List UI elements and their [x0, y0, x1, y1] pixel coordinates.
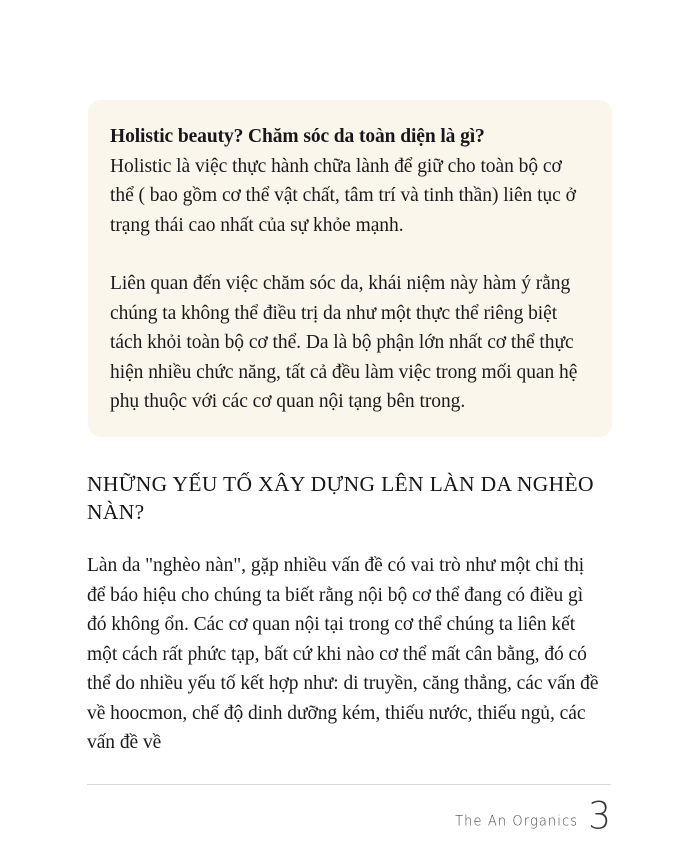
page-footer: [87, 788, 611, 838]
section-heading: NHỮNG YẾU TỐ XÂY DỰNG LÊN LÀN DA NGHÈO NÀN?: [87, 472, 594, 524]
footer-brand-label: The An Organics: [455, 813, 579, 831]
section-body-text: Làn da "nghèo nàn", gặp nhiều vấn đề có vai trò như một chỉ thị để báo hiệu cho chúng ta biết rằng nội bộ cơ thể đang có điều gì đó không ổn. Các cơ quan nội tại trong cơ thể chúng ta liên kết một cách rất phức tạp, bất cứ khi nào cơ thể mất cân bằng, đó có thể do nhiều yếu tố kết hợp như: di truyền, căng thẳng, các vấn đề về hoocmon, chế độ dinh dưỡng kém, thiếu nước, thiếu ngủ, các vấn đề về: [87, 555, 599, 753]
callout-box: [88, 100, 612, 437]
callout-title: Holistic beauty? Chăm sóc da toàn diện là gì?: [110, 126, 485, 147]
callout-paragraph-1: Holistic là việc thực hành chữa lành để giữ cho toàn bộ cơ thể ( bao gồm cơ thể vật chất, tâm trí và tinh thần) liên tục ở trạng thái cao nhất của sự khỏe mạnh.: [110, 155, 576, 236]
footer-divider: [87, 784, 611, 785]
callout-paragraph-2: Liên quan đến việc chăm sóc da, khái niệm này hàm ý rằng chúng ta không thể điều trị da như một thực thể riêng biệt tách khỏi toàn bộ cơ thể. Da là bộ phận lớn nhất cơ thể thực hiện nhiều chức năng, tất cả đều làm việc trong mối quan hệ phụ thuộc với các cơ quan nội tạng bên trong.: [110, 273, 578, 412]
page-number: 3: [588, 794, 611, 838]
